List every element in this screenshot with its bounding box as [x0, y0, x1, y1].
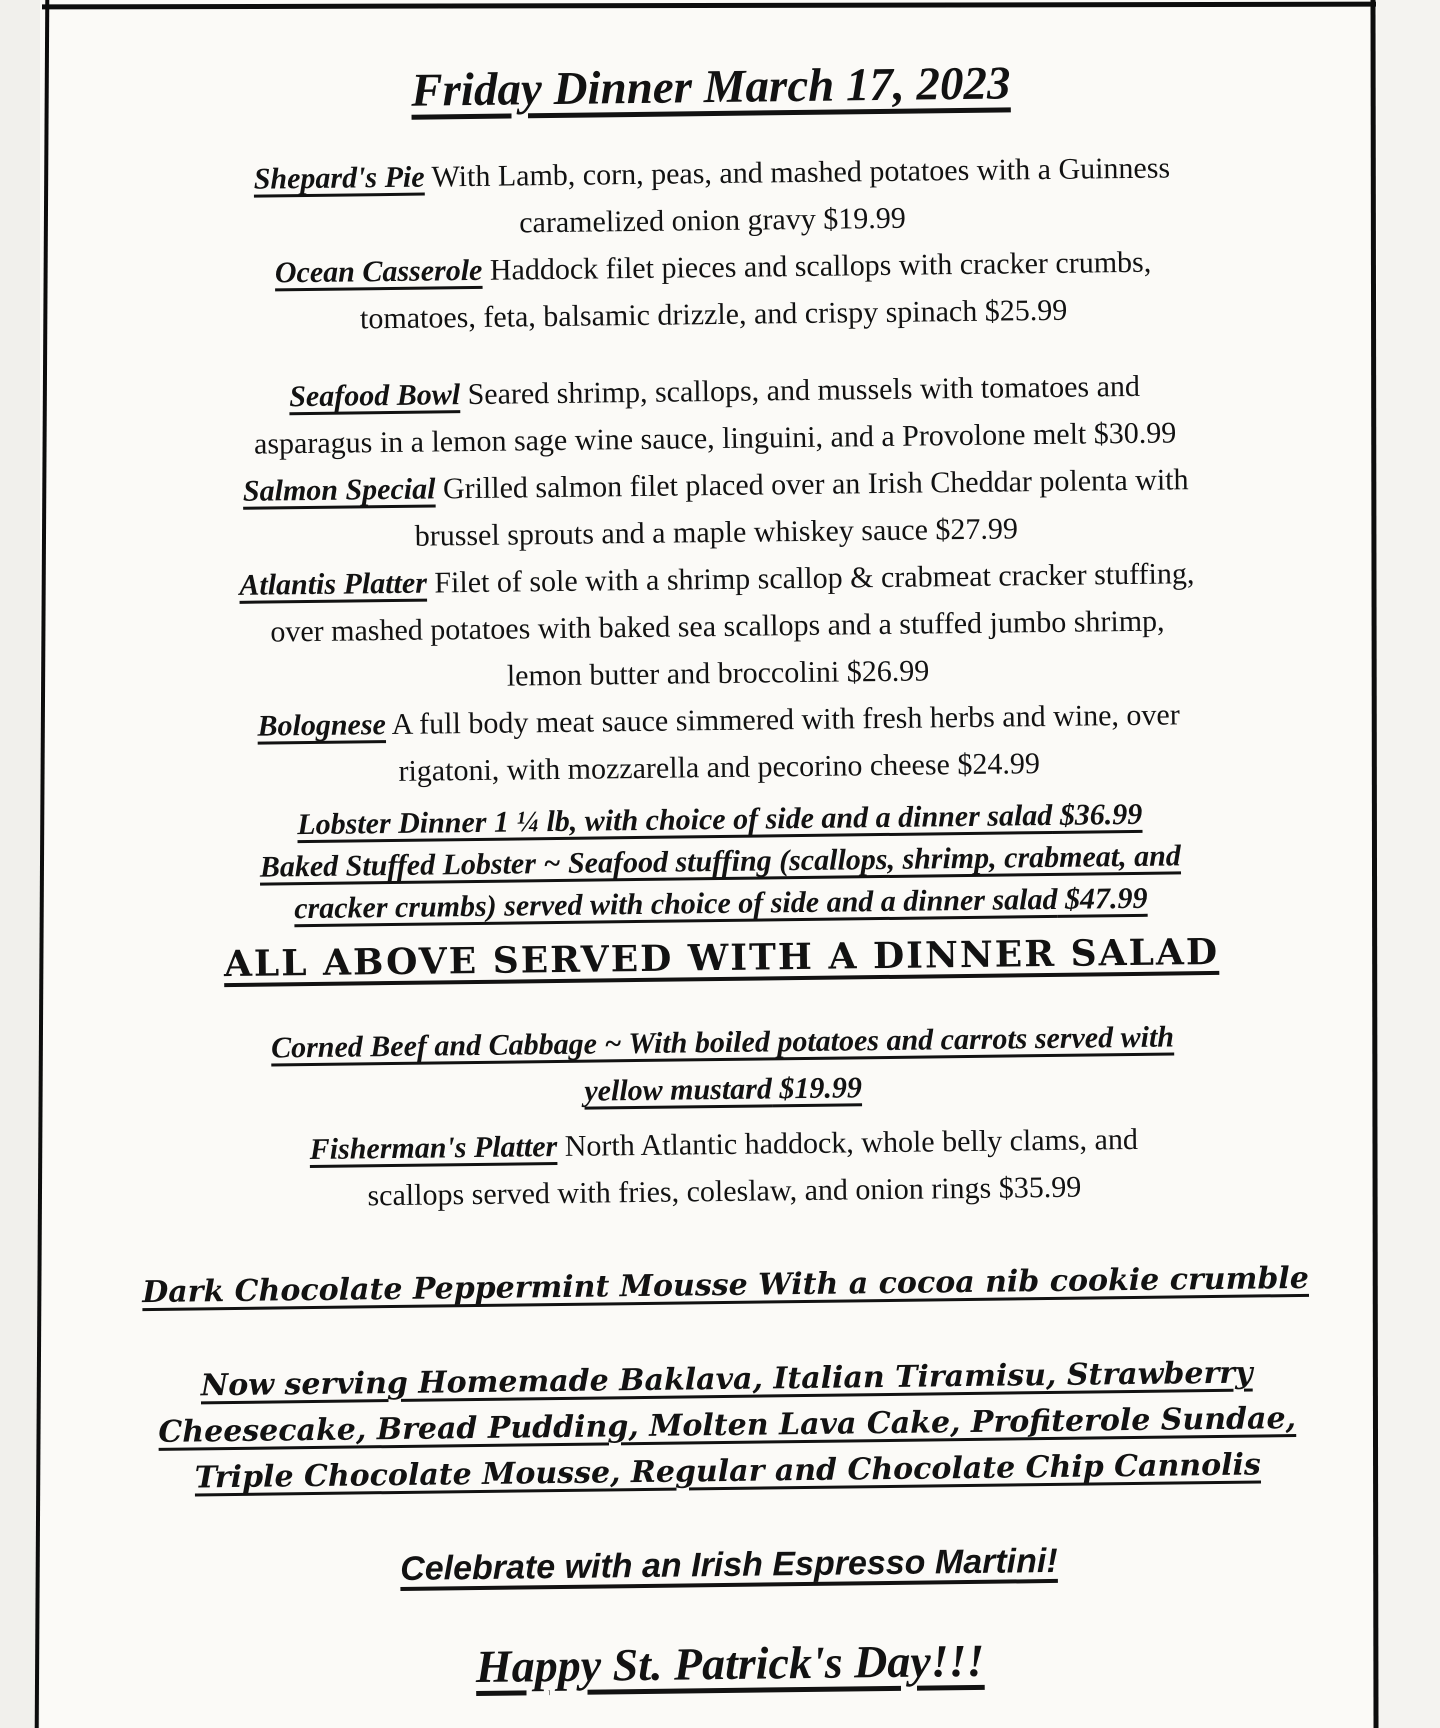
menu-item-baked-stuffed-lobster — [118, 834, 1324, 933]
item-name: Shepard's Pie — [253, 160, 425, 196]
menu-item-corned-beef — [120, 1012, 1326, 1121]
item-price: $25.99 — [977, 293, 1068, 328]
item-description: With Lamb, corn, peas, and mashed potatoes with a Guinness caramelized onion gravy — [424, 151, 1171, 240]
item-price: $47.99 — [1057, 881, 1148, 916]
item-text: Lobster Dinner 1 ¼ lb, with choice of side and a dinner salad — [297, 798, 1053, 842]
item-name: Atlantis Platter — [239, 566, 428, 602]
item-price: $24.99 — [949, 747, 1041, 782]
drink-promo: Celebrate with an Irish Espresso Martini! — [399, 1541, 1058, 1588]
item-price: $36.99 — [1052, 797, 1143, 832]
item-name: Salmon Special — [242, 472, 436, 508]
item-text: Corned Beef and Cabbage ~ With boiled potatoes and carrots served with yellow mustard — [270, 1020, 1175, 1108]
item-description: A full body meat sauce simmered with fresh herbs and wine, over rigatoni, with mozzarella and pecorino cheese — [385, 698, 1180, 788]
item-name: Seafood Bowl — [289, 378, 461, 414]
item-description: Seared shrimp, scallops, and mussels with tomatoes and asparagus in a lemon sage wine sauce, linguini, and a Provolone melt — [253, 369, 1141, 461]
item-price: $19.99 — [815, 201, 906, 236]
page-border-top — [42, 2, 1376, 10]
item-description: Grilled salmon filet placed over an Irish Cheddar polenta with brussel sprouts and a maple whiskey sauce — [414, 463, 1189, 553]
scan-right-margin — [1377, 0, 1440, 1728]
item-description: Haddock filet pieces and scallops with cracker crumbs, tomatoes, feta, balsamic drizzle, and crispy spinach — [359, 245, 1152, 336]
menu-title: Friday Dinner March 17, 2023 — [410, 57, 1011, 117]
item-name: Ocean Casserole — [274, 253, 483, 290]
scan-left-margin — [0, 0, 40, 1728]
dinner-salad-banner: ALL ABOVE SERVED WITH A DINNER SALAD — [223, 930, 1220, 986]
item-description: North Atlantic haddock, whole belly clams, and scallops served with fries, coleslaw, and onion rings — [367, 1122, 1139, 1213]
item-price: $27.99 — [927, 512, 1019, 547]
menu-item-shepards-pie — [109, 143, 1315, 252]
menu-content — [108, 51, 1333, 1701]
item-text: Baked Stuffed Lobster ~ Seafood stuffing (scallops, shrimp, crabmeat, and cracker crumbs) served with choice of side and a dinner salad — [259, 839, 1182, 926]
menu-item-salmon-special — [113, 455, 1319, 564]
item-name: Bolognese — [257, 708, 387, 743]
menu-item-bolognese — [116, 690, 1322, 799]
item-price: $30.99 — [1086, 416, 1177, 451]
item-price: $35.99 — [991, 1170, 1082, 1205]
item-description: Filet of sole with a shrimp scallop & crabmeat cracker stuffing, over mashed potatoes with baked sea scallops and a stuffed jumbo shrimp, lemon butter and broccolini — [270, 557, 1195, 693]
item-name: Fisherman's Platter — [309, 1130, 558, 1167]
item-price: $19.99 — [771, 1071, 863, 1106]
dessert-special: Dark Chocolate Peppermint Mousse With a cocoa nib cookie crumble — [141, 1260, 1310, 1311]
menu-item-fishermans-platter — [121, 1114, 1327, 1223]
dessert-list: Now serving Homemade Baklava, Italian Tiramisu, Strawberry Cheesecake, Bread Pudding, Molten Lava Cake, Profiterole Sundae, Triple Chocolate Mousse, Regular and Chocolate Chip Cannolis — [158, 1355, 1297, 1496]
item-price: $26.99 — [839, 654, 930, 689]
menu-item-ocean-casserole — [110, 237, 1316, 346]
menu-item-seafood-bowl — [112, 361, 1318, 470]
closing-greeting: Happy St. Patrick's Day!!! — [475, 1634, 985, 1693]
menu-item-atlantis-platter — [114, 549, 1321, 705]
